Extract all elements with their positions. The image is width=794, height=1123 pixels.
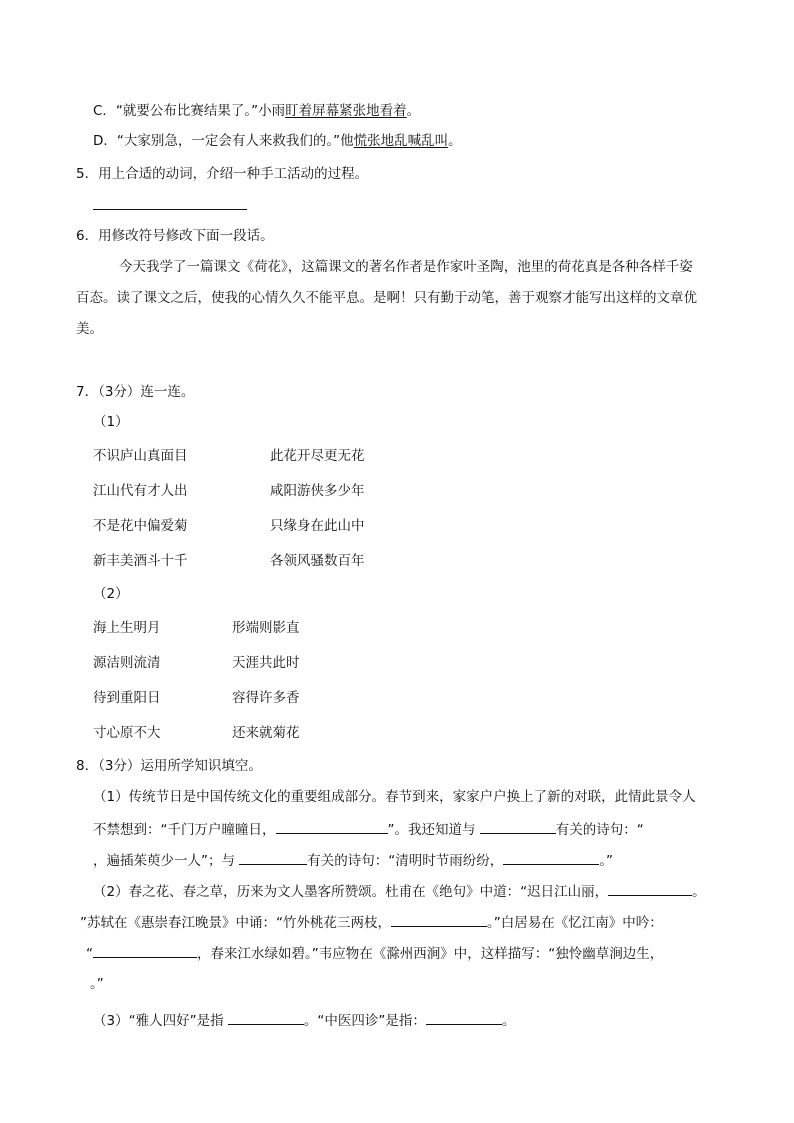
q8-s2-l2-text-a: ”苏轼在《惠崇春江晚景》中诵：“竹外桃花三两枝， [80, 915, 391, 931]
option-d [93, 131, 462, 151]
q7-p1-right-2: 咸阳游侠多少年 [270, 483, 365, 499]
blank-field[interactable] [503, 850, 599, 865]
q8-s2-line-4: 。” [90, 976, 104, 992]
q8-s2-l1-text-a: （2）春之花、春之草，历来为文人墨客所赞颂。杜甫在《绝句》中道：“迟日江山丽， [93, 884, 609, 900]
q8-s2-l3-text-b: ，春来江水绿如碧。”韦应物在《滁州西涧》中，这样描写：“独怜幽草涧边生， [197, 946, 664, 962]
blank-field[interactable] [426, 1010, 502, 1025]
q8-s1-l2-text-c: 有关的诗句：“ [555, 822, 644, 838]
q7-p1-left-3: 不是花中偏爱菊 [93, 518, 188, 534]
q6-para-line-1: 今天我学了一篇课文《荷花》，这篇课文的著名作者是作家叶圣陶，池里的荷花真是各种各样千姿 [119, 259, 693, 275]
q8-s2-line-3 [86, 943, 663, 964]
blank-field[interactable] [228, 1010, 304, 1025]
q7-p2-right-4: 还来就菊花 [232, 725, 300, 741]
q8-s1-line-1: （1）传统节日是中国传统文化的重要组成部分。春节到来，家家户户换上了新的对联，此情此景令人 [93, 789, 696, 805]
blank-field[interactable] [608, 881, 692, 896]
q7-p2-right-2: 天涯共此时 [232, 655, 300, 671]
option-c-text: C．“就要公布比赛结果了。”小雨 [93, 103, 286, 119]
q7-p2-left-1: 海上生明月 [93, 620, 161, 636]
q8-s3-line [93, 1010, 515, 1031]
q8-s3-text-c: 。 [501, 1013, 516, 1029]
q8-s2-line-1 [93, 881, 706, 902]
q5-title: 5．用上合适的动词，介绍一种手工活动的过程。 [76, 166, 369, 182]
option-d-text: D．“大家别急，一定会有人来救我们的。”他 [93, 133, 354, 149]
q8-title: 8．（3分）运用所学知识填空。 [76, 758, 262, 774]
q7-p2-right-3: 容得许多香 [232, 690, 300, 706]
q7-p2-left-2: 源洁则流清 [93, 655, 161, 671]
q8-s1-l3-text-b: 有关的诗句：“清明时节雨纷纷， [307, 853, 504, 869]
q7-p2-right-1: 形端则影直 [232, 620, 300, 636]
q7-p1-right-1: 此花开尽更无花 [270, 448, 365, 464]
option-d-underlined: 慌张地乱喊乱叫 [353, 133, 449, 149]
q7-part2-label: （2） [93, 586, 129, 602]
q8-s1-l3-text-a: ，遍插茱萸少一人”；与 [93, 853, 235, 869]
option-d-end: 。 [448, 133, 462, 149]
q8-s1-l3-text-c: 。” [599, 853, 614, 869]
blank-field[interactable] [239, 850, 307, 865]
q8-s1-line-2 [93, 819, 644, 840]
q7-p1-left-4: 新丰美酒斗十千 [93, 553, 188, 569]
blank-field[interactable] [480, 819, 556, 834]
q7-p1-right-3: 只缘身在此山中 [270, 518, 365, 534]
q7-p1-left-2: 江山代有才人出 [93, 483, 188, 499]
q6-title: 6．用修改符号修改下面一段话。 [76, 228, 274, 244]
q8-s3-text-a: （3）“雅人四好”是指 [93, 1013, 224, 1029]
q7-p1-right-4: 各领风骚数百年 [270, 553, 365, 569]
q7-p2-left-3: 待到重阳日 [93, 690, 161, 706]
q7-p2-left-4: 寸心原不大 [93, 725, 161, 741]
q8-s3-text-b: 。“中医四诊”是指： [303, 1013, 426, 1029]
q7-p1-left-1: 不识庐山真面目 [93, 448, 188, 464]
q8-s2-line-2 [80, 912, 663, 933]
q5-answer-line [93, 209, 247, 210]
q8-s2-l1-text-b: 。 [692, 884, 706, 900]
q6-para-line-2: 百态。读了课文之后，使我的心情久久不能平息。是啊！只有勤于动笔，善于观察才能写出这样的文章优 [76, 290, 697, 306]
q8-s1-l2-text-a: 不禁想到：“千门万户曈曈日， [93, 822, 276, 838]
blank-field[interactable] [276, 819, 388, 834]
q6-para-line-3: 美。 [76, 321, 103, 337]
q8-s2-l3-text-a: “ [86, 946, 93, 962]
q8-s1-l2-text-b: ”。我还知道与 [387, 822, 476, 838]
q7-title: 7．（3分）连一连。 [76, 384, 195, 400]
q8-s2-l2-text-b: 。”白居易在《忆江南》中吟： [487, 915, 663, 931]
blank-field[interactable] [391, 912, 487, 927]
blank-field[interactable] [93, 943, 197, 958]
q8-s1-line-3 [93, 850, 613, 871]
option-c [93, 101, 420, 121]
option-c-underlined: 盯着屏幕紧张地看着 [285, 103, 407, 119]
option-c-end: 。 [406, 103, 421, 119]
q7-part1-label: （1） [93, 414, 129, 430]
